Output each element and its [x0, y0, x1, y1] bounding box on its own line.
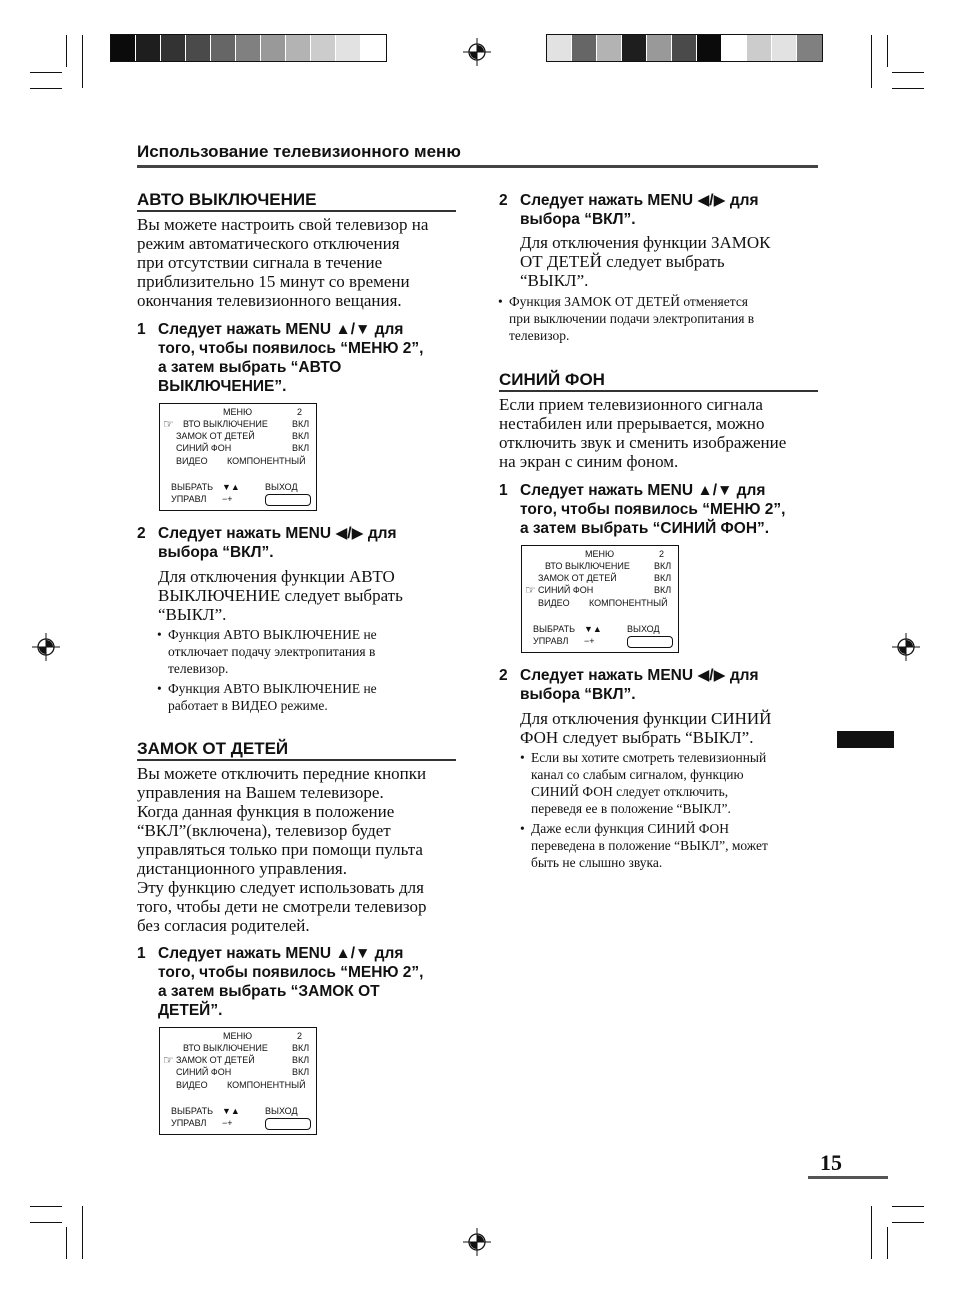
color-swatch [236, 35, 261, 61]
step-number: 2 [137, 525, 146, 542]
registration-mark-icon [463, 1228, 491, 1256]
bullet-icon: • [520, 821, 525, 836]
color-swatch [547, 35, 572, 61]
blue-bg-step-1 [499, 481, 829, 539]
auto-off-intro [137, 215, 467, 310]
text-line: Если прием телевизионного сигнала [499, 395, 763, 414]
menu-item-label: ЗАМОК ОТ ДЕТЕЙ [176, 1055, 255, 1065]
color-swatch [361, 35, 386, 61]
bullet-item [520, 749, 830, 819]
text-line: Функция АВТО ВЫКЛЮЧЕНИЕ не [168, 681, 377, 696]
text-line: Даже если функция СИНИЙ ФОН [531, 821, 730, 836]
color-swatch [572, 35, 597, 61]
page-title: Использование телевизионного меню [137, 142, 461, 161]
step-number: 1 [137, 321, 146, 338]
exit-box [265, 1118, 311, 1130]
bullet-item [520, 820, 830, 872]
color-bar-left [110, 34, 387, 62]
exit-label: ВЫХОД [627, 624, 660, 634]
text-line: телевизор. [509, 328, 570, 343]
text-line: переведена в положение “ВЫКЛ”, может [531, 838, 768, 853]
text-line: а затем выбрать “СИНИЙ ФОН”. [520, 520, 770, 537]
color-swatch [772, 35, 797, 61]
menu-item-value: ВКЛ [292, 419, 310, 429]
auto-off-step-2 [137, 524, 467, 564]
menu-item-label: СИНИЙ ФОН [176, 443, 232, 453]
text-line: Эту функцию следует использовать для [137, 878, 424, 897]
text-line: на экран с синим фоном. [499, 452, 679, 471]
text-line: того, чтобы дети не смотрели телевизор [137, 897, 427, 916]
text-line: ВЫКЛЮЧЕНИЕ”. [158, 378, 287, 395]
menu-item-label: ЗАМОК ОТ ДЕТЕЙ [538, 573, 617, 583]
step-number: 1 [137, 945, 146, 962]
text-line: Функция АВТО ВЫКЛЮЧЕНИЕ не [168, 627, 377, 642]
control-arrows-icon: −+ [222, 494, 233, 504]
pointer-hand-icon: ☞ [163, 1053, 174, 1067]
text-line: Следует нажать MENU ◀/▶ для [158, 525, 397, 542]
child-lock-note [520, 233, 820, 290]
text-line: того, чтобы появилось “МЕНЮ 2”, [158, 340, 424, 357]
bullet-item [498, 293, 818, 345]
menu-item-value: ВКЛ [292, 431, 310, 441]
blue-bg-step-2 [499, 666, 829, 706]
text-line: переведя ее в положение “ВЫКЛ”. [531, 801, 731, 816]
text-line: быть не слышно звука. [531, 855, 663, 870]
text-line: СИНИЙ ФОН следует отключить, [531, 784, 729, 799]
text-line: без согласия родителей. [137, 916, 310, 935]
text-line: Следует нажать MENU ▲/▼ для [158, 321, 404, 338]
child-lock-step-1 [137, 944, 467, 1020]
text-line: Следует нажать MENU ◀/▶ для [520, 192, 759, 209]
header-rule [137, 165, 818, 168]
menu-item-label: ВИДЕО [176, 1080, 208, 1090]
bullet-item [157, 626, 457, 678]
text-line: телевизор. [168, 661, 229, 676]
text-line: приблизительно 15 минут со времени [137, 272, 410, 291]
text-line: ДЕТЕЙ”. [158, 1002, 223, 1019]
color-swatch [697, 35, 722, 61]
menu-item-value: КОМПОНЕНТНЫЙ [227, 1080, 306, 1090]
color-swatch [647, 35, 672, 61]
menu-item-value: КОМПОНЕНТНЫЙ [589, 598, 668, 608]
text-line: канал со слабым сигналом, функцию [531, 767, 744, 782]
text-line: Вы можете отключить передние кнопки [137, 764, 427, 783]
control-label: УПРАВЛ [171, 1118, 207, 1128]
text-line: ВЫКЛЮЧЕНИЕ следует выбрать [158, 586, 403, 605]
menu-title: МЕНЮ [585, 549, 615, 559]
page-number: 15 [820, 1150, 842, 1175]
menu-screen [159, 403, 317, 511]
text-line: Следует нажать MENU ◀/▶ для [520, 667, 759, 684]
color-swatch [797, 35, 822, 61]
registration-mark-icon [32, 633, 60, 661]
menu-title: МЕНЮ [223, 1031, 253, 1041]
exit-label: ВЫХОД [265, 1106, 298, 1116]
text-line: а затем выбрать “АВТО [158, 359, 342, 376]
select-label: ВЫБРАТЬ [171, 1106, 213, 1116]
bullet-icon: • [157, 627, 162, 642]
menu-item-value: ВКЛ [292, 1055, 310, 1065]
control-label: УПРАВЛ [533, 636, 569, 646]
color-swatch [622, 35, 647, 61]
pointer-hand-icon: ☞ [525, 583, 536, 597]
section-rule [137, 210, 456, 212]
text-line: ОТ ДЕТЕЙ следует выбрать [520, 252, 725, 271]
color-swatch [286, 35, 311, 61]
menu-page: 2 [297, 1031, 303, 1041]
section-tab [837, 731, 894, 748]
menu-item-value: ВКЛ [292, 443, 310, 453]
color-swatch [136, 35, 161, 61]
text-line: Если вы хотите смотреть телевизионный [531, 750, 767, 765]
registration-mark-icon [892, 633, 920, 661]
text-line: режим автоматического отключения [137, 234, 400, 253]
menu-item-value: ВКЛ [292, 1043, 310, 1053]
color-swatch [111, 35, 136, 61]
text-line: управляться только при помощи пульта [137, 840, 423, 859]
menu-item-label: ЗАМОК ОТ ДЕТЕЙ [176, 431, 255, 441]
menu-screen [159, 1027, 317, 1135]
bullet-icon: • [498, 294, 503, 309]
select-arrows-icon: ▼▲ [584, 624, 602, 634]
text-line: при отсутствии сигнала в течение [137, 253, 383, 272]
child-lock-intro [137, 764, 467, 935]
color-swatch [211, 35, 236, 61]
select-arrows-icon: ▼▲ [222, 482, 240, 492]
text-line: того, чтобы появилось “МЕНЮ 2”, [520, 501, 786, 518]
bullet-item [157, 680, 457, 716]
bullet-icon: • [157, 681, 162, 696]
menu-item-label: ВТО ВЫКЛЮЧЕНИЕ [183, 419, 268, 429]
text-line: выбора “ВКЛ”. [520, 686, 636, 703]
step-number: 2 [499, 192, 508, 209]
color-swatch [747, 35, 772, 61]
select-arrows-icon: ▼▲ [222, 1106, 240, 1116]
menu-screen [521, 545, 679, 653]
section-heading-auto-off: АВТО ВЫКЛЮЧЕНИЕ [137, 190, 317, 209]
text-line: ФОН следует выбрать “ВЫКЛ”. [520, 728, 754, 747]
page-number-rule [808, 1176, 888, 1179]
text-line: отключает подачу электропитания в [168, 644, 376, 659]
pointer-hand-icon: ☞ [163, 417, 174, 431]
text-line: Вы можете настроить свой телевизор на [137, 215, 429, 234]
step-number: 1 [499, 482, 508, 499]
text-line: Для отключения функции АВТО [158, 567, 395, 586]
menu-item-value: КОМПОНЕНТНЫЙ [227, 456, 306, 466]
text-line: дистанционного управления. [137, 859, 348, 878]
exit-box [265, 494, 311, 506]
text-line: выбора “ВКЛ”. [158, 544, 274, 561]
control-arrows-icon: −+ [222, 1118, 233, 1128]
color-swatch [672, 35, 697, 61]
text-line: работает в ВИДЕО режиме. [168, 698, 328, 713]
text-line: Для отключения функции ЗАМОК [520, 233, 771, 252]
select-label: ВЫБРАТЬ [533, 624, 575, 634]
control-label: УПРАВЛ [171, 494, 207, 504]
child-lock-step-2 [499, 191, 819, 231]
text-line: Когда данная функция в положение [137, 802, 395, 821]
section-heading-child-lock: ЗАМОК ОТ ДЕТЕЙ [137, 739, 289, 758]
step-number: 2 [499, 667, 508, 684]
auto-off-step-1 [137, 320, 467, 396]
text-line: окончания телевизионного вещания. [137, 291, 402, 310]
menu-item-label: ВИДЕО [538, 598, 570, 608]
text-line: “ВЫКЛ”. [520, 271, 589, 290]
menu-item-label: СИНИЙ ФОН [176, 1067, 232, 1077]
color-swatch [311, 35, 336, 61]
text-line: при выключении подачи электропитания в [509, 311, 755, 326]
section-rule [499, 390, 818, 392]
text-line: Функция ЗАМОК ОТ ДЕТЕЙ отменяется [509, 294, 749, 309]
blue-bg-note [520, 709, 820, 747]
color-swatch [261, 35, 286, 61]
bullet-icon: • [520, 750, 525, 765]
section-rule [137, 759, 456, 761]
text-line: управления на Вашем телевизоре. [137, 783, 384, 802]
color-swatch [722, 35, 747, 61]
menu-item-value: ВКЛ [292, 1067, 310, 1077]
menu-item-label: ВТО ВЫКЛЮЧЕНИЕ [545, 561, 630, 571]
section-heading-blue-bg: СИНИЙ ФОН [499, 370, 605, 389]
menu-page: 2 [659, 549, 665, 559]
text-line: отключить звук и сменить изображение [499, 433, 787, 452]
text-line: Следует нажать MENU ▲/▼ для [520, 482, 766, 499]
text-line: “ВЫКЛ”. [158, 605, 227, 624]
menu-item-value: ВКЛ [654, 561, 672, 571]
menu-item-label: ВТО ВЫКЛЮЧЕНИЕ [183, 1043, 268, 1053]
blue-bg-intro [499, 395, 829, 471]
exit-box [627, 636, 673, 648]
select-label: ВЫБРАТЬ [171, 482, 213, 492]
color-swatch [336, 35, 361, 61]
text-line: Следует нажать MENU ▲/▼ для [158, 945, 404, 962]
registration-mark-icon [463, 38, 491, 66]
text-line: а затем выбрать “ЗАМОК ОТ [158, 983, 380, 1000]
menu-item-label: СИНИЙ ФОН [538, 585, 594, 595]
menu-page: 2 [297, 407, 303, 417]
text-line: того, чтобы появилось “МЕНЮ 2”, [158, 964, 424, 981]
text-line: “ВКЛ”(включена), телевизор будет [137, 821, 391, 840]
menu-item-label: ВИДЕО [176, 456, 208, 466]
color-swatch [186, 35, 211, 61]
text-line: Для отключения функции СИНИЙ [520, 709, 772, 728]
control-arrows-icon: −+ [584, 636, 595, 646]
menu-title: МЕНЮ [223, 407, 253, 417]
menu-item-value: ВКЛ [654, 585, 672, 595]
text-line: нестабилен или прерывается, можно [499, 414, 765, 433]
auto-off-note [158, 567, 468, 624]
menu-item-value: ВКЛ [654, 573, 672, 583]
color-swatch [597, 35, 622, 61]
color-bar-right [546, 34, 823, 62]
text-line: выбора “ВКЛ”. [520, 211, 636, 228]
color-swatch [161, 35, 186, 61]
exit-label: ВЫХОД [265, 482, 298, 492]
